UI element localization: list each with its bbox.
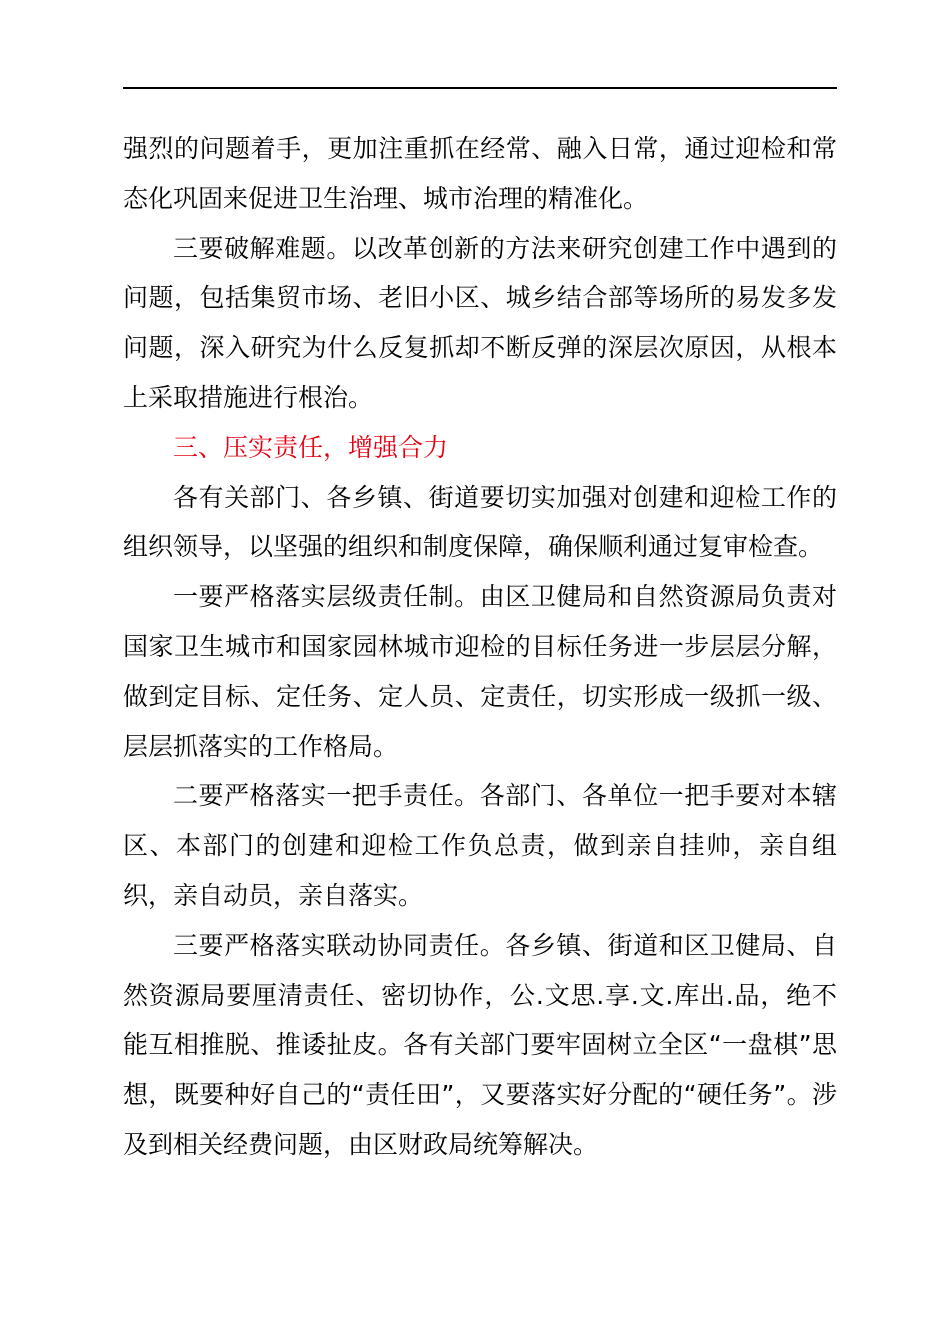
paragraph-coordination-responsibility: 三要严格落实联动协同责任。各乡镇、街道和区卫健局、自然资源局要厘清责任、密切协作，公.文思.享.文.库出.品，绝不能互相推脱、推诿扯皮。各有关部门要牢固树立全区“一盘棋”思想，既要种好自己的“责任田”，又要落实好分配的“硬任务”。涉及到相关经费问题，由区财政局统筹解决。 <box>123 930 837 1159</box>
paragraph-solve-problems: 三要破解难题。以改革创新的方法来研究创建工作中遇到的问题，包括集贸市场、老旧小区、城乡结合部等场所的易发多发问题，深入研究为什么反复抓却不断反弹的深层次原因，从根本上采取措施进行根治。 <box>123 233 837 412</box>
paragraph-leader-responsibility: 二要严格落实一把手责任。各部门、各单位一把手要对本辖区、本部门的创建和迎检工作负总责，做到亲自挂帅，亲自组织，亲自动员，亲自落实。 <box>123 781 837 910</box>
header-rule <box>123 87 837 89</box>
paragraph-hierarchy-responsibility: 一要严格落实层级责任制。由区卫健局和自然资源局负责对国家卫生城市和国家园林城市迎检的目标任务进一步层层分解，做到定目标、定任务、定人员、定责任，切实形成一级抓一级、层层抓落实的工作格局。 <box>123 582 837 761</box>
paragraph-continuation: 强烈的问题着手，更加注重抓在经常、融入日常，通过迎检和常态化巩固来促进卫生治理、城市治理的精准化。 <box>123 134 837 213</box>
section-heading: 三、压实责任，增强合力 <box>173 432 449 462</box>
paragraph-leadership: 各有关部门、各乡镇、街道要切实加强对创建和迎检工作的组织领导，以坚强的组织和制度保障，确保顺利通过复审检查。 <box>123 482 837 562</box>
document-body <box>123 124 837 1170</box>
